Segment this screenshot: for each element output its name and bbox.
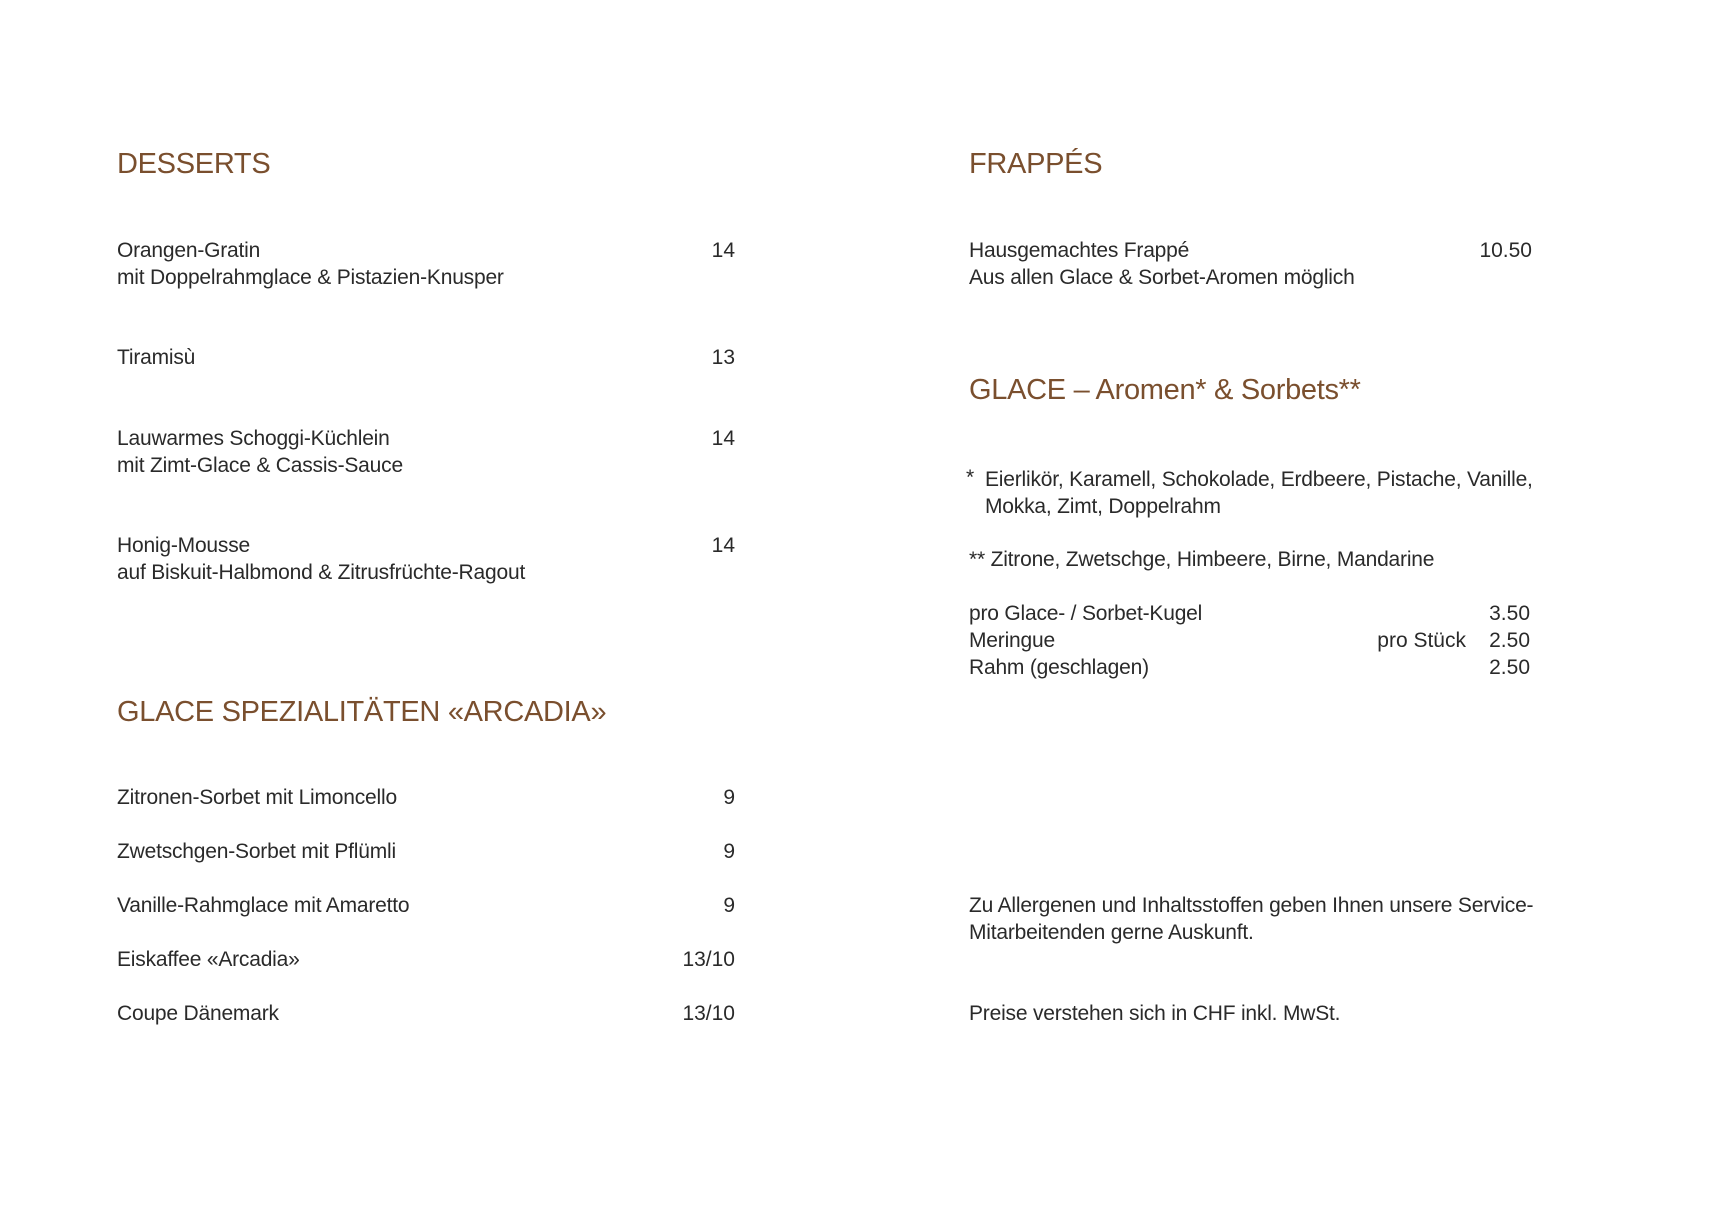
dessert-name-honig-mousse: Honig-Mousse <box>117 534 250 557</box>
dessert-price-honig-mousse: 14 <box>711 534 735 557</box>
specialty-name-eiskaffee: Eiskaffee «Arcadia» <box>117 948 300 971</box>
specialty-price-zitronen-sorbet: 9 <box>723 786 735 809</box>
sorbets-line: ** Zitrone, Zwetschge, Himbeere, Birne, Mandarine <box>969 548 1435 571</box>
price-value-meringue: 2.50 <box>1489 629 1530 652</box>
frappe-name: Hausgemachtes Frappé <box>969 239 1190 262</box>
dessert-price-tiramisu: 13 <box>711 346 735 369</box>
dessert-price-orangen-gratin: 14 <box>711 239 735 262</box>
specialties-heading: GLACE SPEZIALITÄTEN «ARCADIA» <box>117 696 607 728</box>
price-value-rahm: 2.50 <box>1489 656 1530 679</box>
specialty-price-eiskaffee: 13/10 <box>682 948 735 971</box>
aromen-marker: * <box>966 466 974 489</box>
price-label-meringue: Meringue <box>969 629 1055 652</box>
price-label-rahm: Rahm (geschlagen) <box>969 656 1149 679</box>
price-value-kugel: 3.50 <box>1489 602 1530 625</box>
specialty-name-vanille-rahmglace: Vanille-Rahmglace mit Amaretto <box>117 894 410 917</box>
specialty-price-zwetschgen-sorbet: 9 <box>723 840 735 863</box>
dessert-name-schoggi-kuechlein: Lauwarmes Schoggi-Küchlein <box>117 427 390 450</box>
specialty-price-coupe-daenemark: 13/10 <box>682 1002 735 1025</box>
aromen-line-2: Mokka, Zimt, Doppelrahm <box>985 495 1221 518</box>
dessert-desc-honig-mousse: auf Biskuit-Halbmond & Zitrusfrüchte-Ragout <box>117 561 526 584</box>
dessert-price-schoggi-kuechlein: 14 <box>711 427 735 450</box>
prices-note: Preise verstehen sich in CHF inkl. MwSt. <box>969 1002 1341 1025</box>
specialty-name-coupe-daenemark: Coupe Dänemark <box>117 1002 279 1025</box>
allergen-note-line-1: Zu Allergenen und Inhaltsstoffen geben Ihnen unsere Service- <box>969 894 1534 917</box>
dessert-name-orangen-gratin: Orangen-Gratin <box>117 239 261 262</box>
desserts-heading: DESSERTS <box>117 148 271 180</box>
specialty-name-zwetschgen-sorbet: Zwetschgen-Sorbet mit Pflümli <box>117 840 396 863</box>
specialty-price-vanille-rahmglace: 9 <box>723 894 735 917</box>
price-unit-meringue: pro Stück <box>1377 629 1466 652</box>
frappes-heading: FRAPPÉS <box>969 148 1103 180</box>
frappe-price: 10.50 <box>1479 239 1532 262</box>
aromen-line-1: Eierlikör, Karamell, Schokolade, Erdbeere, Pistache, Vanille, <box>985 468 1533 491</box>
price-label-kugel: pro Glace- / Sorbet-Kugel <box>969 602 1203 625</box>
specialty-name-zitronen-sorbet: Zitronen-Sorbet mit Limoncello <box>117 786 397 809</box>
allergen-note-line-2: Mitarbeitenden gerne Auskunft. <box>969 921 1254 944</box>
dessert-desc-schoggi-kuechlein: mit Zimt-Glace & Cassis-Sauce <box>117 454 403 477</box>
dessert-desc-orangen-gratin: mit Doppelrahmglace & Pistazien-Knusper <box>117 266 504 289</box>
frappe-desc: Aus allen Glace & Sorbet-Aromen möglich <box>969 266 1355 289</box>
dessert-name-tiramisu: Tiramisù <box>117 346 196 369</box>
glace-heading: GLACE – Aromen* & Sorbets** <box>969 374 1361 406</box>
